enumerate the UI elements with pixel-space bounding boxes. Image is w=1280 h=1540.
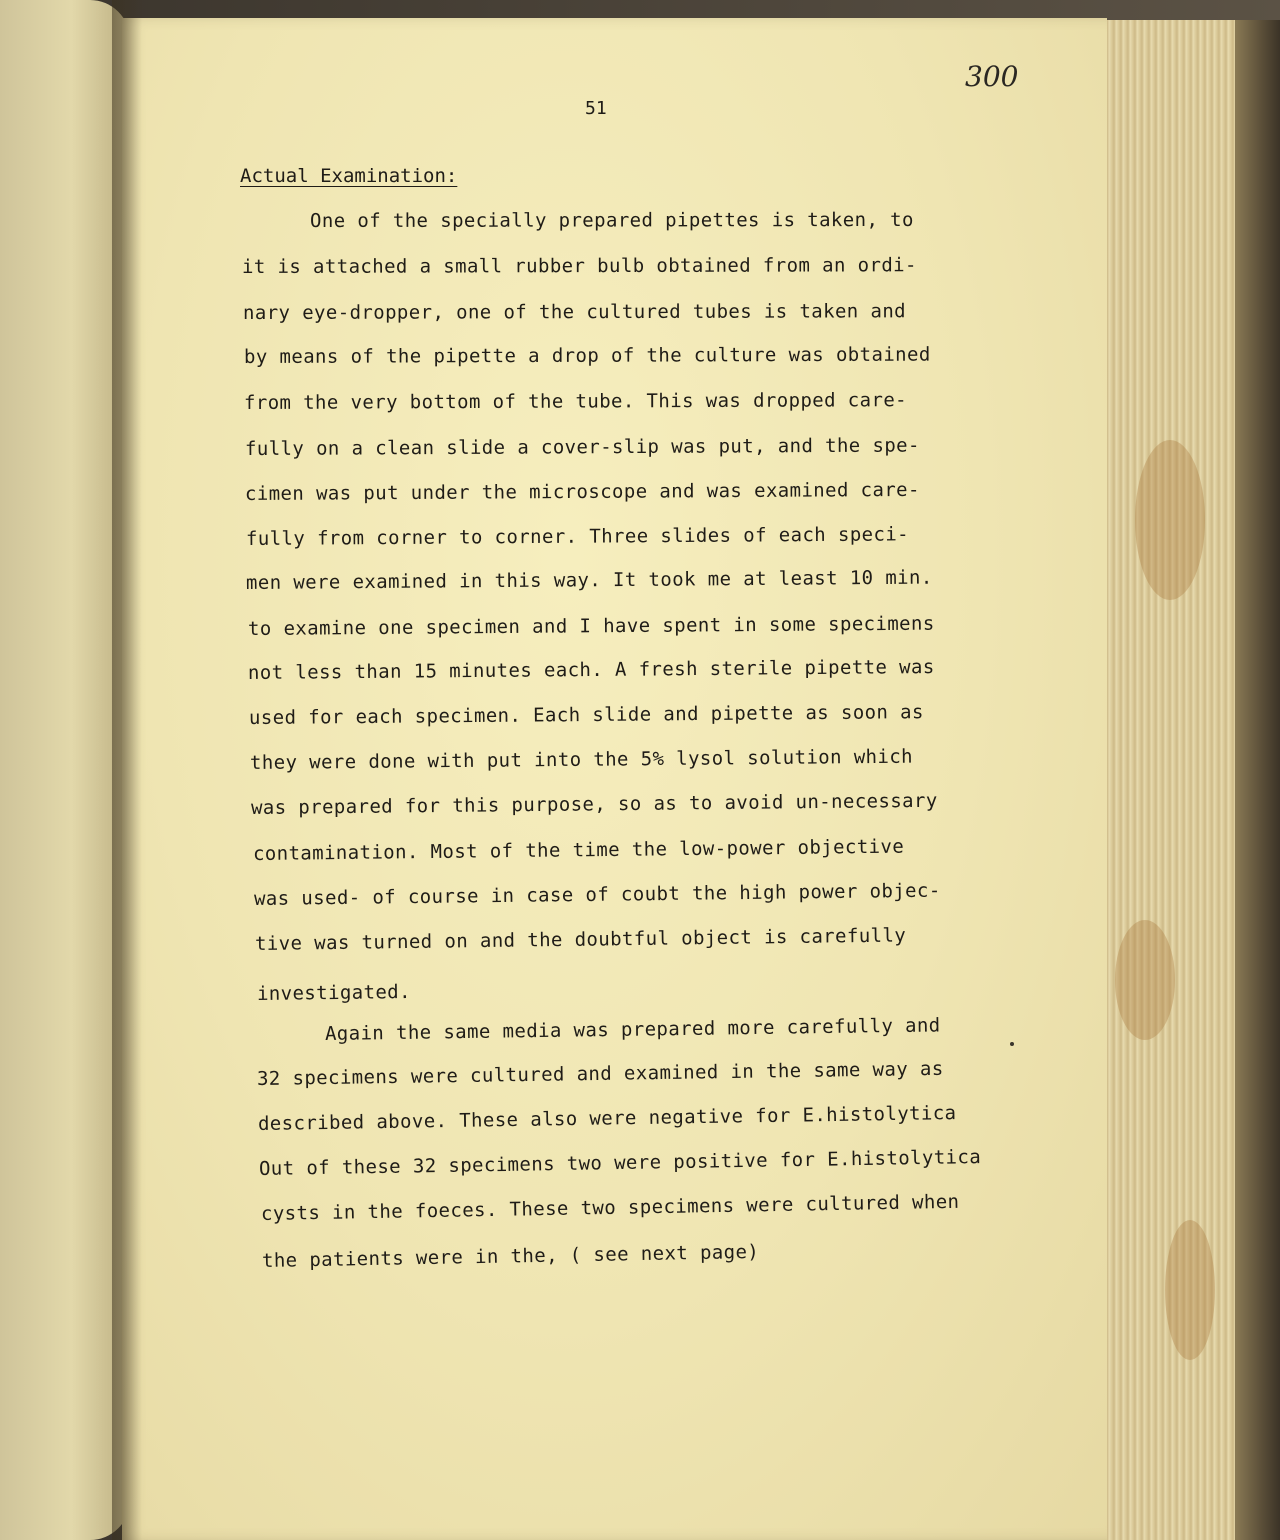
text-line: to examine one specimen and I have spent in some specimens: [247, 612, 935, 640]
text-line: tive was turned on and the doubtful object is carefully: [254, 924, 907, 955]
text-line: fully from corner to corner. Three slides of each speci-: [245, 523, 910, 550]
text-line: described above. These also were negative for E.histolytica: [257, 1102, 957, 1135]
text-line: nary eye-dropper, one of the cultured tubes is taken and: [242, 300, 907, 324]
facing-page-left: [0, 0, 130, 1540]
text-line: by means of the pipette a drop of the culture was obtained: [243, 343, 931, 368]
text-line: used for each specimen. Each slide and pipette as soon as: [248, 701, 924, 729]
text-line: not less than 15 minutes each. A fresh sterile pipette was: [247, 656, 935, 684]
text-line: Out of these 32 specimens two were positive for E.histolytica: [258, 1146, 982, 1180]
document-page: [122, 18, 1107, 1540]
text-line: the patients were in the, ( see next page): [261, 1240, 760, 1272]
text-line: One of the specially prepared pipettes is taken, to: [309, 208, 914, 232]
folio-number: 300: [965, 60, 1019, 93]
page-number: 51: [585, 98, 607, 119]
text-line: contamination. Most of the time the low-power objective: [252, 835, 905, 865]
text-line: cysts in the foeces. These two specimens were cultured when: [260, 1190, 960, 1225]
text-line: was prepared for this purpose, so as to avoid un-necessary: [250, 789, 938, 819]
text-line: they were done with put into the 5% lysol solution which: [249, 745, 914, 774]
text-line: fully on a clean slide a cover-slip was put, and the spe-: [244, 434, 920, 460]
text-line: investigated.: [256, 980, 412, 1005]
binding-gutter: [112, 0, 142, 1540]
text-line: men were examined in this way. It took me at least 10 min.: [245, 566, 933, 594]
pencil-dot: [1010, 1042, 1014, 1046]
page-edges: [1095, 20, 1280, 1540]
text-line: it is attached a small rubber bulb obtained from an ordi-: [241, 254, 917, 278]
text-line: 32 specimens were cultured and examined in the same way as: [256, 1057, 944, 1090]
text-line: cimen was put under the microscope and was examined care-: [244, 478, 920, 505]
text-line: from the very bottom of the tube. This was dropped care-: [243, 389, 908, 414]
text-line: Again the same media was prepared more carefully and: [324, 1014, 941, 1045]
section-heading: Actual Examination:: [240, 165, 458, 187]
text-line: was used- of course in case of coubt the high power objec-: [253, 879, 941, 910]
